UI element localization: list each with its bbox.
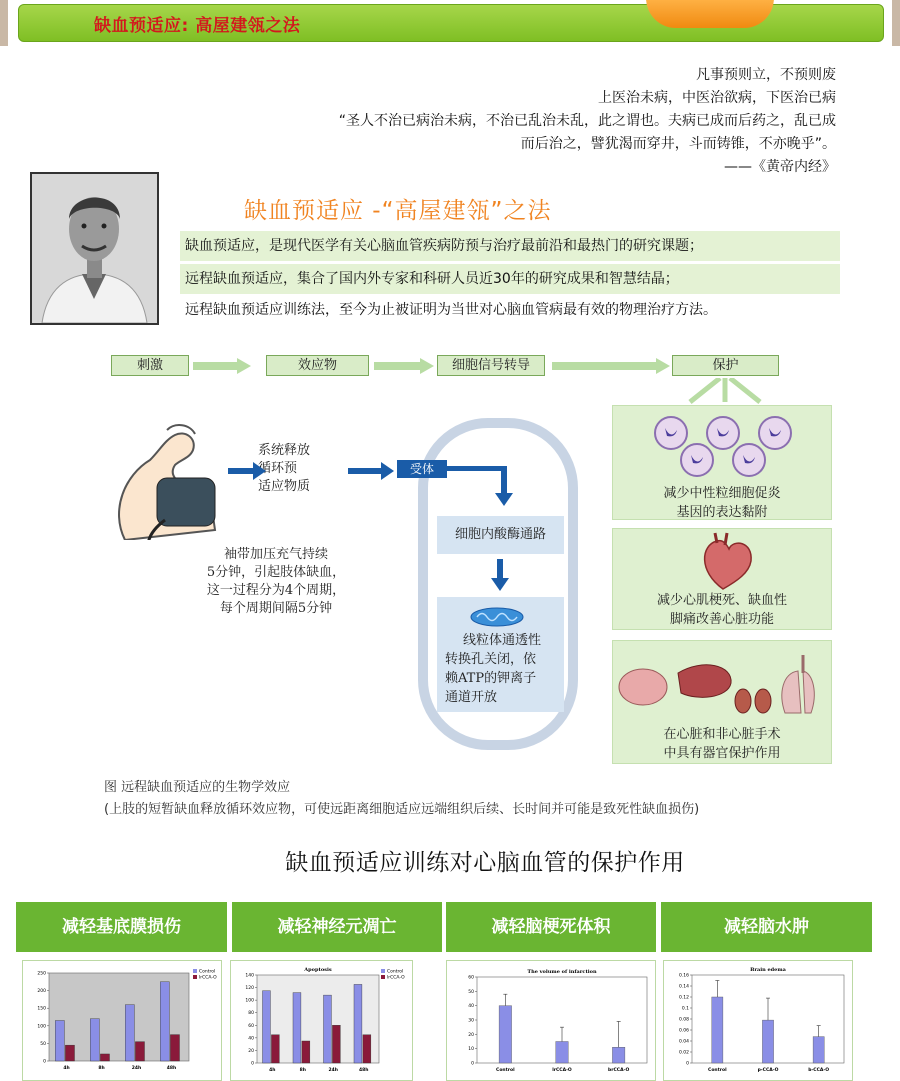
bar: [170, 1035, 179, 1061]
classic-quote: [216, 64, 836, 179]
fan-arrows-icon: [660, 378, 800, 408]
blue-arrow-icon: [228, 468, 254, 474]
tab-neuron-apoptosis: 减轻神经元凋亡: [232, 902, 442, 952]
y-tick-label: 150: [37, 1006, 46, 1012]
panel-text-line: 中具有器官保护作用: [663, 746, 781, 761]
intro-line: 远程缺血预适应，集合了国内外专家和科研人员近30年的研究成果和智慧结晶；: [180, 264, 840, 294]
bar: [55, 1021, 64, 1061]
y-tick-label: 100: [245, 998, 254, 1004]
chart-basement-svg: [23, 961, 223, 1081]
receptor-label: 受体: [397, 460, 447, 478]
x-tick-label: 4h: [63, 1066, 70, 1071]
x-tick-label: lrCCA-O: [552, 1068, 572, 1073]
panel-text: [613, 591, 831, 629]
blue-arrow-icon: [497, 559, 503, 579]
y-tick-label: 100: [37, 1024, 46, 1030]
x-tick-label: 48h: [359, 1068, 369, 1073]
intro-title: 缺血预适应 -“高屋建瓴”之法: [244, 198, 552, 224]
neutrophil-icon: [613, 408, 833, 483]
stage-stimulus: 刺激: [111, 355, 189, 376]
mito-text-line: 线粒体通透性: [463, 633, 542, 648]
legend-swatch: [193, 969, 197, 973]
x-tick-label: 8h: [299, 1068, 306, 1073]
chart-title: Apoptosis: [304, 967, 332, 973]
x-tick-label: Control: [496, 1068, 515, 1073]
receptor-arrow-bar: [447, 466, 507, 471]
cuff-text-line: 5分钟，引起肢体缺血，: [206, 565, 346, 580]
panel-text-line: 减少中性粒细胞促炎: [663, 486, 781, 501]
x-tick-label: p-CCA-O: [757, 1068, 779, 1073]
chart-infarction-svg: [447, 961, 657, 1081]
legend-label: lrCCA-O: [387, 975, 405, 981]
bar: [293, 993, 301, 1063]
tab-basement-membrane: 减轻基底膜损伤: [16, 902, 227, 952]
legend-label: Control: [199, 969, 216, 975]
quote-source: ——《黄帝内经》: [724, 159, 836, 175]
quote-line: 上医治未病，中医治欲病，下医治已病: [598, 90, 836, 106]
x-tick-label: 48h: [166, 1066, 177, 1071]
panel-text-line: 脚痛改善心脏功能: [669, 612, 774, 627]
panel-text-line: 在心脏和非心脏手术: [663, 727, 781, 742]
y-tick-label: 80: [248, 1011, 254, 1017]
y-tick-label: 40: [468, 1004, 474, 1010]
blue-arrow-icon: [501, 466, 507, 494]
legend-swatch: [193, 975, 197, 979]
x-tick-label: brCCA-O: [608, 1068, 630, 1073]
x-tick-label: 24h: [131, 1066, 142, 1071]
legend-swatch: [381, 969, 385, 973]
chart-edema-svg: [664, 961, 854, 1081]
y-tick-label: 120: [245, 986, 254, 992]
y-tick-label: 0.06: [678, 1028, 689, 1034]
protection-panel-heart: [612, 528, 832, 630]
bar: [302, 1041, 310, 1063]
panel-text: [613, 484, 831, 522]
y-tick-label: 50: [468, 989, 474, 995]
bar: [354, 984, 362, 1063]
stage-signal: 细胞信号转导: [437, 355, 545, 376]
intro-line: 远程缺血预适应训练法，至今为止被证明为当世对心脑血管病最有效的物理治疗方法。: [185, 302, 717, 318]
y-tick-label: 0.12: [678, 995, 689, 1001]
chart-apoptosis: [230, 960, 413, 1081]
y-tick-label: 60: [248, 1023, 254, 1029]
bar: [100, 1054, 109, 1061]
quote-line: 凡事预则立，不预则废: [696, 67, 836, 83]
banner-right-edge: [892, 0, 900, 46]
chart-basement: [22, 960, 222, 1081]
stage-arrow-bar: [374, 362, 420, 370]
y-tick-label: 0.02: [678, 1050, 689, 1056]
doctor-portrait-icon: [32, 174, 157, 323]
mito-text-line: 转换孔关闭，依: [445, 652, 537, 667]
y-tick-label: 250: [37, 971, 46, 977]
bar: [813, 1037, 824, 1063]
stage-arrow-bar: [193, 362, 237, 370]
bar: [262, 991, 270, 1063]
y-tick-label: 60: [468, 975, 474, 981]
y-tick-label: 40: [248, 1036, 254, 1042]
bar: [762, 1020, 773, 1063]
quote-line: “圣人不治已病治未病，不治已乱治未乱，此之谓也。夫病已成而后药之，乱已成: [338, 113, 836, 129]
legend-label: Control: [387, 969, 404, 975]
release-text-line: 系统释放: [258, 443, 311, 458]
bar: [363, 1035, 371, 1063]
mitochondria-text: [445, 631, 541, 707]
y-tick-label: 20: [248, 1048, 254, 1054]
y-tick-label: 0.1: [681, 1006, 689, 1012]
release-text-line: 循环预: [258, 461, 298, 476]
y-tick-label: 30: [468, 1018, 474, 1024]
top-banner: [0, 0, 900, 46]
bar: [332, 1025, 340, 1063]
chart-infarction: [446, 960, 656, 1081]
quote-line: 而后治之，譬犹渴而穿井，斗而铸锥，不亦晚乎”。: [520, 136, 836, 152]
mito-text-line: 赖ATP的钾离子: [445, 671, 537, 686]
intro-line: 缺血预适应，是现代医学有关心脑血管疾病防预与治疗最前沿和最热门的研究课题；: [180, 231, 840, 261]
bar: [612, 1047, 624, 1063]
mitochondria-icon: [437, 601, 564, 631]
x-tick-label: 4h: [269, 1068, 276, 1073]
cuff-text-line: 每个周期间隔5分钟: [219, 601, 333, 616]
y-tick-label: 200: [37, 989, 46, 995]
figure-note: (上肢的短暂缺血释放循环效应物，可使远距离细胞适应远端组织后续、长时间并可能是致死性缺血损伤): [104, 802, 700, 817]
chart-edema: [663, 960, 853, 1081]
figure-caption: 图 远程缺血预适应的生物学效应: [104, 780, 291, 795]
doctor-portrait: [30, 172, 159, 325]
y-tick-label: 50: [40, 1041, 46, 1047]
stage-arrow-icon: [237, 358, 251, 374]
y-tick-label: 0: [251, 1061, 254, 1067]
banner-tab-decoration: [646, 0, 774, 28]
bar: [556, 1042, 568, 1064]
arm-cuff-icon: [105, 420, 225, 540]
stage-arrow-icon: [420, 358, 434, 374]
pathway-box: 细胞内酸酶通路: [437, 516, 564, 554]
panel-text-line: 基因的表达黏附: [676, 505, 768, 520]
banner-left-edge: [0, 0, 8, 46]
y-tick-label: 0.14: [678, 984, 689, 990]
bar: [135, 1042, 144, 1061]
bar: [499, 1006, 511, 1063]
banner-title: 缺血预适应: 高屋建瓴之法: [94, 16, 301, 36]
panel-text: [613, 725, 831, 763]
release-text-line: 适应物质: [258, 479, 311, 494]
bar: [271, 1035, 279, 1063]
protection-panel-neutrophil: [612, 405, 832, 520]
stage-protection: 保护: [672, 355, 779, 376]
section-title: 缺血预适应训练对心脑血管的保护作用: [285, 850, 685, 876]
cuff-text-line: 袖带加压充气持续: [223, 547, 328, 562]
x-tick-label: b-CCA-O: [808, 1068, 830, 1073]
cuff-text-line: 这一过程分为4个周期，: [206, 583, 346, 598]
y-tick-label: 140: [245, 973, 254, 979]
bar: [90, 1019, 99, 1061]
chart-apoptosis-svg: [231, 961, 414, 1081]
tab-infarct-volume: 减轻脑梗死体积: [446, 902, 656, 952]
chart-title: Brain edema: [750, 967, 786, 973]
heart-icon: [613, 531, 833, 593]
y-tick-label: 0: [43, 1059, 46, 1065]
y-tick-label: 0.16: [678, 973, 689, 979]
legend-swatch: [381, 975, 385, 979]
mitochondria-box: [437, 597, 564, 712]
legend-label: lrCCA-O: [199, 975, 217, 981]
blue-arrow-icon: [348, 468, 382, 474]
y-tick-label: 0: [471, 1061, 474, 1067]
chart-title: The volume of infarction: [527, 969, 597, 975]
stage-effector: 效应物: [266, 355, 369, 376]
y-tick-label: 0.08: [678, 1017, 689, 1023]
bar: [125, 1005, 134, 1061]
x-tick-label: 24h: [328, 1068, 338, 1073]
bar: [160, 982, 169, 1061]
y-tick-label: 0: [686, 1061, 689, 1067]
stage-arrow-icon: [656, 358, 670, 374]
bar: [323, 995, 331, 1063]
x-tick-label: 8h: [98, 1066, 105, 1071]
bar: [712, 997, 723, 1063]
panel-text-line: 减少心肌梗死、缺血性: [656, 593, 787, 608]
tab-brain-edema: 减轻脑水肿: [661, 902, 872, 952]
y-tick-label: 10: [468, 1047, 474, 1053]
bar: [65, 1045, 74, 1061]
organs-icon: [613, 643, 833, 725]
stage-arrow-bar: [552, 362, 656, 370]
x-tick-label: Control: [708, 1068, 727, 1073]
cuff-text: [186, 546, 366, 618]
y-tick-label: 0.04: [678, 1039, 689, 1045]
y-tick-label: 20: [468, 1032, 474, 1038]
mito-text-line: 通道开放: [445, 690, 498, 705]
protection-panel-organs: [612, 640, 832, 764]
